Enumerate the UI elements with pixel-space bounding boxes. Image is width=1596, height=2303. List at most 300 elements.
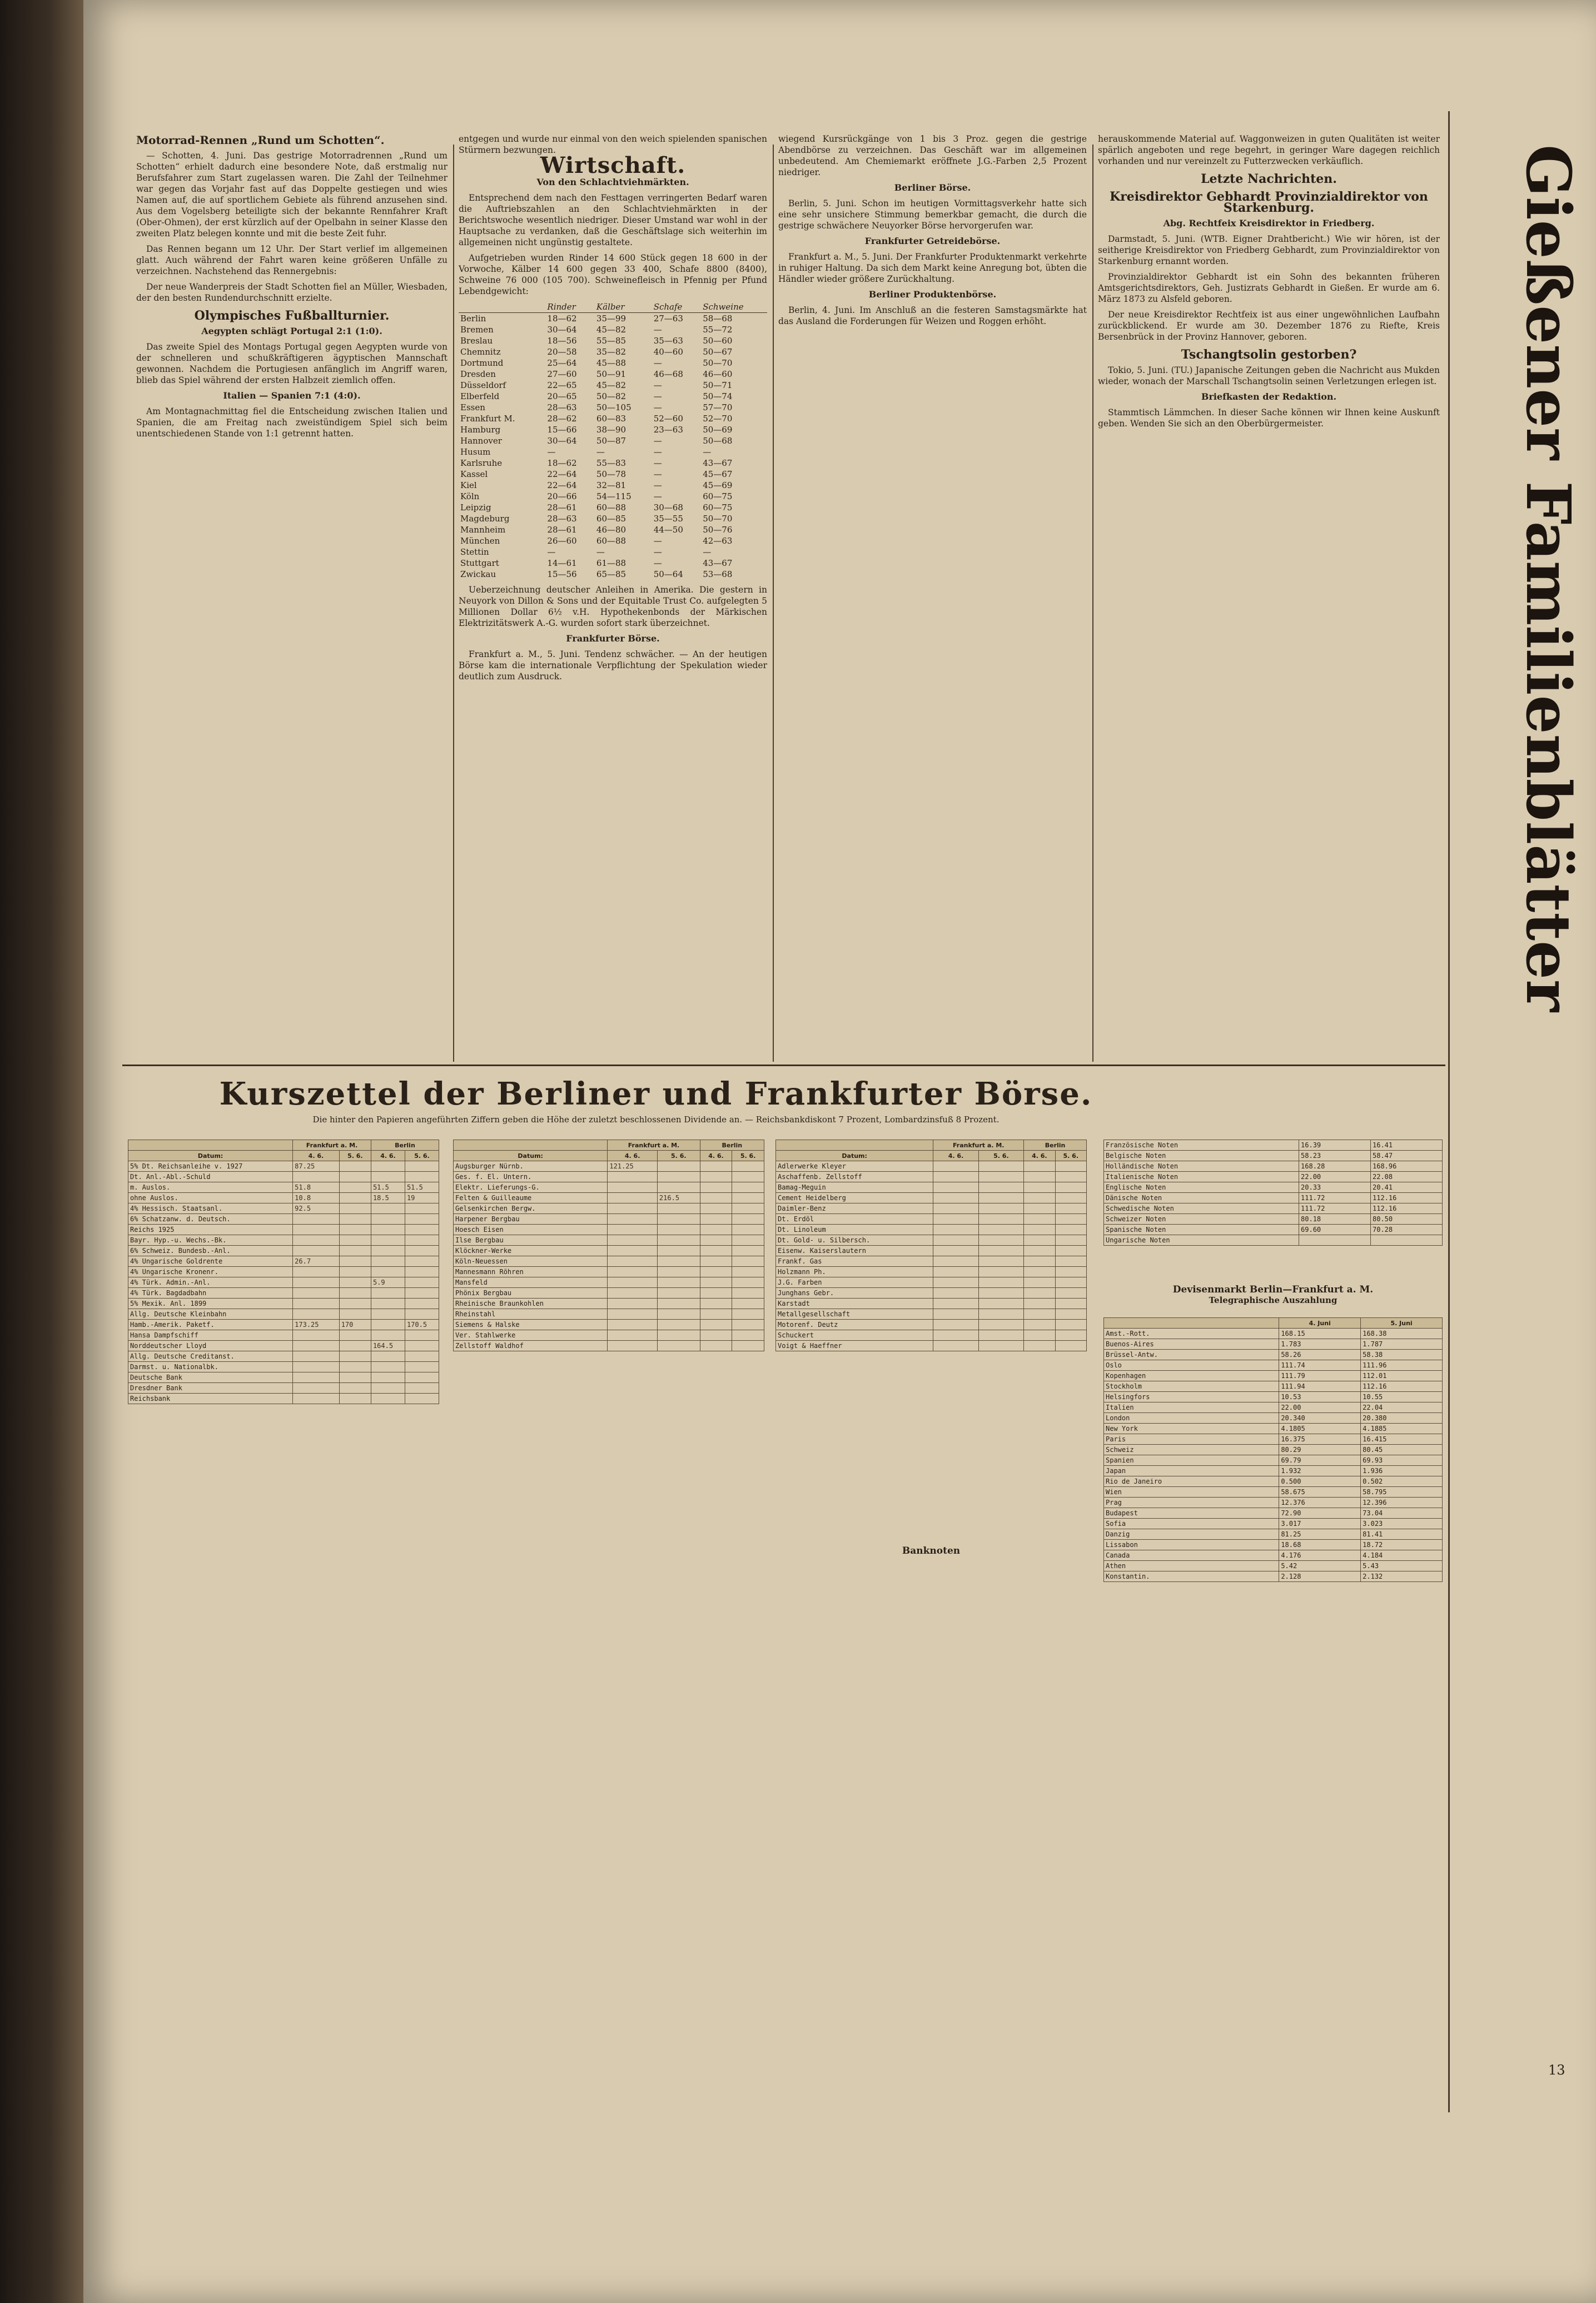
quote-value [1055,1341,1086,1351]
rate-value: 5.42 [1279,1561,1361,1571]
quote-value [293,1299,340,1309]
table-row [1104,1476,1443,1487]
quote-value [339,1288,371,1299]
table-row [128,1299,439,1309]
table-row [776,1246,1087,1256]
currency-name: Spanien [1104,1455,1279,1466]
price-range: 27—63 [653,314,683,324]
currency-name: Wien [1104,1487,1279,1498]
quote-value [700,1330,732,1341]
article-heading: Motorrad-Rennen „Rund um Schotten“. [136,133,385,147]
table-row [776,1182,1087,1193]
city-name: Karlsruhe [460,458,503,468]
column-3 [778,133,1087,331]
security-name: 5% Dt. Reichsanleihe v. 1927 [128,1161,293,1172]
currency-name: Belgische Noten [1104,1151,1299,1161]
security-name: Elektr. Lieferungs-G. [454,1182,608,1193]
security-name: 5% Mexik. Anl. 1899 [128,1299,293,1309]
table-row [1104,1466,1443,1476]
quote-value [405,1341,439,1351]
table-row [776,1341,1087,1351]
table-row [1104,1371,1443,1381]
article-paragraph: Frankfurt a. M., 5. Juni. Tendenz schwächer. — An der heutigen Börse kam die internationale Verpflichtung der Spekulation wieder deutlich zum Ausdruck. [459,649,767,682]
quote-value [657,1341,700,1351]
currency-name: London [1104,1413,1279,1424]
quote-value [978,1277,1023,1288]
quote-value [608,1256,658,1267]
page-number: 13 [1548,2062,1565,2078]
price-range: — [653,469,662,479]
price-range: 25—64 [547,358,577,368]
table-row [776,1193,1087,1203]
quote-value [657,1320,700,1330]
article-paragraph: Ueberzeichnung deutscher Anleihen in Amerika. Die gestern in Neuyork von Dillon & Sons und der Equitable Trust Co. aufgelegten 5 Millionen Dollar 6½ v.H. Hypothekenbonds der Märkischen Elektrizitätswerk A.-G. wurden sofort stark überzeichnet. [459,585,767,628]
cattle-price-table [459,301,767,580]
city-name: Magdeburg [460,514,510,524]
table-row [1104,1381,1443,1392]
table-row [1104,1571,1443,1582]
price-range: 28—61 [547,503,577,513]
price-range: — [653,380,662,390]
quote-value [933,1203,978,1214]
table-row [454,1299,764,1309]
rate-value: 16.39 [1299,1140,1371,1151]
quote-value [657,1246,700,1256]
currency-name: Canada [1104,1550,1279,1561]
quote-value [732,1214,764,1225]
city-name: Kassel [460,469,488,479]
security-name: Reichs 1925 [128,1225,293,1235]
quote-value [933,1225,978,1235]
table-row [128,1182,439,1193]
quote-value: 5.9 [371,1277,405,1288]
table-header-row [454,1140,764,1151]
rate-value: 1.936 [1361,1466,1443,1476]
table-row [459,413,767,424]
stock-table-2 [453,1140,764,1351]
quote-value [608,1288,658,1299]
quote-value [293,1372,340,1383]
table-row [776,1309,1087,1320]
quote-value [732,1256,764,1267]
quote-value [371,1351,405,1362]
table-header: 4. 6. [293,1151,340,1161]
quote-value: 51.8 [293,1182,340,1193]
quote-value [700,1182,732,1193]
price-range: 44—50 [653,525,683,535]
security-name: Metallgesellschaft [776,1309,933,1320]
rate-value: 0.500 [1279,1476,1361,1487]
price-range: 20—66 [547,491,577,501]
table-row [459,424,767,435]
security-name: Darmst. u. Nationalbk. [128,1362,293,1372]
price-range: 40—60 [653,347,683,357]
rate-value: 2.132 [1361,1571,1443,1582]
quote-value [405,1299,439,1309]
table-row [459,457,767,469]
table-row [459,502,767,513]
price-range: — [653,547,662,557]
quote-value [608,1267,658,1277]
city-name: Hannover [460,436,502,446]
quote-value [700,1267,732,1277]
rate-value: 4.1805 [1279,1424,1361,1434]
city-name: Stuttgart [460,558,499,568]
security-name: Dt. Erdöl [776,1214,933,1225]
article-paragraph: Frankfurt a. M., 5. Juni. Der Frankfurter Produktenmarkt verkehrte in ruhiger Haltung. Da sich dem Markt keine Anregung bot, übten die Händler wieder größere Zurückhaltung. [778,252,1087,284]
table-row [1104,1402,1443,1413]
article-paragraph: Aufgetrieben wurden Rinder 14 600 Stück gegen 18 600 in der Vorwoche, Kälber 14 600 gegen 33 400, Schafe 8800 (8400), Schweine 76 000 (105 700). Schweinefleisch in Pfennig per Pfund Lebendgewicht: [459,253,767,296]
masthead-title: Gießener Familienblätter [1513,145,1584,1012]
price-range: 42—63 [703,536,733,546]
masthead [1513,145,1593,1312]
quote-value [1024,1161,1055,1172]
quote-value [371,1299,405,1309]
section-title: Letzte Nachrichten. [1201,172,1337,186]
price-range: 60—83 [596,414,627,424]
article-heading: Berliner Produktenbörse. [868,289,997,300]
table-row [459,435,767,446]
quote-value [339,1225,371,1235]
currency-name: Buenos-Aires [1104,1339,1279,1350]
rate-value: 20.380 [1361,1413,1443,1424]
quote-value [1024,1203,1055,1214]
quote-value [657,1330,700,1341]
quote-value [978,1203,1023,1214]
rate-value [1299,1235,1371,1246]
price-range: — [703,447,712,457]
currency-name: Schweizer Noten [1104,1214,1299,1225]
table-row [1104,1424,1443,1434]
quote-value [293,1394,340,1404]
quote-value [293,1341,340,1351]
table-header [128,1140,293,1151]
quote-value [1024,1320,1055,1330]
price-range: 45—82 [596,380,627,390]
price-range: 60—75 [703,491,733,501]
price-range: — [653,491,662,501]
table-row [1104,1225,1443,1235]
table-row [1104,1182,1443,1193]
quote-value [978,1299,1023,1309]
security-name: Rheinische Braunkohlen [454,1299,608,1309]
security-name: 6% Schweiz. Bundesb.-Anl. [128,1246,293,1256]
quote-value [293,1330,340,1341]
table-row [776,1320,1087,1330]
quote-value [700,1193,732,1203]
table-row [1104,1140,1443,1151]
table-row [1104,1519,1443,1529]
price-range: 52—60 [653,414,683,424]
quote-value [405,1214,439,1225]
currency-name: Athen [1104,1561,1279,1571]
price-range: 50—67 [703,347,733,357]
table-row [459,391,767,402]
banknoten-box [775,1545,1087,1556]
table-row [776,1203,1087,1214]
quote-value [657,1277,700,1288]
price-range: — [653,325,662,335]
rate-value: 1.787 [1361,1339,1443,1350]
city-name: Stettin [460,547,489,557]
quote-value [608,1320,658,1330]
table-row [128,1309,439,1320]
table-row [1104,1434,1443,1445]
table-row [1104,1235,1443,1246]
quote-value [700,1320,732,1330]
quote-value [339,1351,371,1362]
table-header: 5. 6. [1055,1151,1086,1161]
currency-name: Italienische Noten [1104,1172,1299,1182]
quote-value [732,1182,764,1193]
quote-value [657,1299,700,1309]
article-paragraph: wiegend Kursrückgänge von 1 bis 3 Proz. gegen die gestrige Abendbörse zu verzeichnen. Das Geschäft war im allgemeinen unbedeutend. Am Chemiemarkt eröffnete J.G.-Farben 2,5 Prozent niedriger. [778,134,1087,177]
price-range: 60—75 [703,503,733,513]
quote-value [978,1267,1023,1277]
quote-value [1024,1299,1055,1309]
article-subheading: Abg. Rechtfeix Kreisdirektor in Friedberg. [1163,218,1375,228]
rate-value: 22.08 [1371,1172,1443,1182]
article-heading: Briefkasten der Redaktion. [1201,391,1337,402]
city-name: Leipzig [460,503,491,513]
quote-value [608,1299,658,1309]
price-range: 50—91 [596,369,627,379]
quote-value [732,1330,764,1341]
security-name: Hansa Dampfschiff [128,1330,293,1341]
quote-value [1024,1267,1055,1277]
city-name: Husum [460,447,491,457]
price-range: 50—74 [703,391,733,401]
quote-value [933,1267,978,1277]
price-range: 43—67 [703,558,733,568]
city-name: Berlin [460,314,486,324]
quote-value [339,1341,371,1351]
quote-value [405,1161,439,1172]
quote-value: 164.5 [371,1341,405,1351]
article-paragraph: Das Rennen begann um 12 Uhr. Der Start verlief im allgemeinen glatt. Auch während der Fahrt waren keine größeren Unfälle zu verzeichnen. Nachstehend das Rennergebnis: [136,244,448,276]
quote-value [293,1309,340,1320]
quote-value [293,1288,340,1299]
table-row [128,1372,439,1383]
rate-value: 22.00 [1279,1402,1361,1413]
article-paragraph: Entsprechend dem nach den Festtagen verringerten Bedarf waren die Auftriebszahlen an den Schlachtviehmärkten in der Berichtswoche wesentlich niedriger. Dieser Umstand war wohl in der Hauptsache zu verdanken, daß die Geschäftslage sich weiterhin im allgemeinen nicht ungünstig gestaltete. [459,193,767,247]
quote-value [732,1309,764,1320]
quote-value [978,1182,1023,1193]
price-range: 15—66 [547,425,577,435]
table-row [454,1214,764,1225]
rate-value: 69.60 [1299,1225,1371,1235]
quote-value: 170 [339,1320,371,1330]
table-row [128,1394,439,1404]
quote-value [1024,1330,1055,1341]
quote-value [1055,1246,1086,1256]
rate-value: 112.16 [1361,1381,1443,1392]
quote-value [732,1235,764,1246]
banknoten-title: Banknoten [902,1545,961,1556]
article-heading: Von den Schlachtviehmärkten. [536,177,689,187]
table-header-row [454,1151,764,1161]
currency-name: Lissabon [1104,1540,1279,1550]
rate-value: 168.38 [1361,1329,1443,1339]
table-header-row [128,1151,439,1161]
quote-value [700,1172,732,1182]
quote-value [700,1341,732,1351]
table-row [128,1320,439,1330]
currency-name: Kopenhagen [1104,1371,1279,1381]
security-name: Dt. Gold- u. Silbersch. [776,1235,933,1246]
article-heading: Kreisdirektor Gebhardt Provinzialdirektor von Starkenburg. [1110,190,1428,215]
quote-value [405,1256,439,1267]
security-name: Ilse Bergbau [454,1235,608,1246]
section-title: Wirtschaft. [540,152,686,178]
security-name: Adlerwerke Kleyer [776,1161,933,1172]
price-range: 30—64 [547,325,577,335]
quote-value [933,1288,978,1299]
article-paragraph: herauskommende Material auf. Waggonweizen in guten Qualitäten ist weiter spärlich angeboten und rege begehrt, in geringer Ware dagegen reichlich vorhanden und nur vereinzelt zu Futterzwecken verkäuflich. [1098,134,1440,166]
price-range: 55—85 [596,336,627,346]
price-range: 35—55 [653,514,683,524]
security-name: Voigt & Haeffner [776,1341,933,1351]
quote-value [657,1309,700,1320]
table-row [459,491,767,502]
currency-name: Oslo [1104,1360,1279,1371]
devisen-title: Devisenmarkt Berlin—Frankfurt a. M. [1172,1284,1374,1295]
quote-value [700,1235,732,1246]
rate-value: 22.04 [1361,1402,1443,1413]
table-row [128,1161,439,1172]
quote-value [371,1372,405,1383]
security-name: 4% Ungarische Goldrente [128,1256,293,1267]
price-range: 65—85 [596,569,627,579]
quote-value [1024,1288,1055,1299]
table-row [128,1235,439,1246]
table-row [128,1214,439,1225]
table-row [454,1172,764,1182]
currency-name: Rio de Janeiro [1104,1476,1279,1487]
currency-name: Schweiz [1104,1445,1279,1455]
quote-value [371,1383,405,1394]
city-name: München [460,536,500,546]
quote-value [608,1193,658,1203]
rate-value: 20.41 [1371,1182,1443,1193]
table-row [459,380,767,391]
quote-value [339,1267,371,1277]
quote-value [933,1161,978,1172]
rate-value: 112.01 [1361,1371,1443,1381]
currency-name: Danzig [1104,1529,1279,1540]
table-row [1104,1193,1443,1203]
table-row [459,524,767,535]
price-range: 30—68 [653,503,683,513]
security-name: 4% Türk. Bagdadbahn [128,1288,293,1299]
table-row [454,1193,764,1203]
table-row [776,1299,1087,1309]
quote-value [700,1161,732,1172]
quote-value [732,1299,764,1309]
quote-value [657,1235,700,1246]
price-range: 50—82 [596,391,627,401]
section-divider [122,1065,1445,1066]
quote-value [1024,1341,1055,1351]
quote-value [657,1182,700,1193]
quote-value [1024,1235,1055,1246]
rate-value: 111.96 [1361,1360,1443,1371]
price-range: 45—88 [596,358,627,368]
quote-value [933,1277,978,1288]
price-range: — [653,480,662,490]
city-name: Hamburg [460,425,501,435]
table-header [1104,1318,1279,1329]
quote-value [978,1309,1023,1320]
rate-value: 58.26 [1279,1350,1361,1360]
price-range: 61—88 [596,558,627,568]
table-header: 5. 6. [339,1151,371,1161]
quote-value [657,1288,700,1299]
quote-value [700,1246,732,1256]
price-range: 22—64 [547,469,577,479]
city-name: Dortmund [460,358,504,368]
price-range: 50—78 [596,469,627,479]
price-range: 45—69 [703,480,733,490]
currency-name: Amst.-Rott. [1104,1329,1279,1339]
table-header: Berlin [1024,1140,1087,1151]
rate-value: 22.00 [1299,1172,1371,1182]
city-name: Zwickau [460,569,496,579]
quote-value: 18.5 [371,1193,405,1203]
quote-value [1055,1203,1086,1214]
quote-value [405,1277,439,1288]
quote-value [405,1267,439,1277]
price-range: 27—60 [547,369,577,379]
table-row [1104,1455,1443,1466]
quote-value [732,1161,764,1172]
price-range: 35—82 [596,347,627,357]
quote-value [1055,1309,1086,1320]
table-row [776,1225,1087,1235]
table-row [1104,1529,1443,1540]
quote-value [978,1193,1023,1203]
price-range: 22—65 [547,380,577,390]
city-name: Chemnitz [460,347,501,357]
table-row [454,1288,764,1299]
quote-value: 87.25 [293,1161,340,1172]
quote-value [371,1172,405,1182]
table-row [128,1362,439,1372]
quote-value [700,1203,732,1214]
quote-value [371,1330,405,1341]
security-name: Augsburger Nürnb. [454,1161,608,1172]
quote-value [978,1172,1023,1182]
quote-value [657,1256,700,1267]
currency-name: Englische Noten [1104,1182,1299,1193]
price-range: — [653,558,662,568]
table-row [459,558,767,569]
price-range: 35—63 [653,336,683,346]
currency-name: Italien [1104,1402,1279,1413]
city-name: Dresden [460,369,496,379]
currency-name: Holländische Noten [1104,1161,1299,1172]
rate-value: 10.55 [1361,1392,1443,1402]
rate-value: 10.53 [1279,1392,1361,1402]
quote-value [405,1351,439,1362]
quote-value [1055,1214,1086,1225]
quote-value [371,1203,405,1214]
table-header: Kälber [595,301,652,313]
quote-value: 51.5 [371,1182,405,1193]
table-header-row [128,1140,439,1151]
quote-value [339,1203,371,1214]
quote-value [1055,1235,1086,1246]
